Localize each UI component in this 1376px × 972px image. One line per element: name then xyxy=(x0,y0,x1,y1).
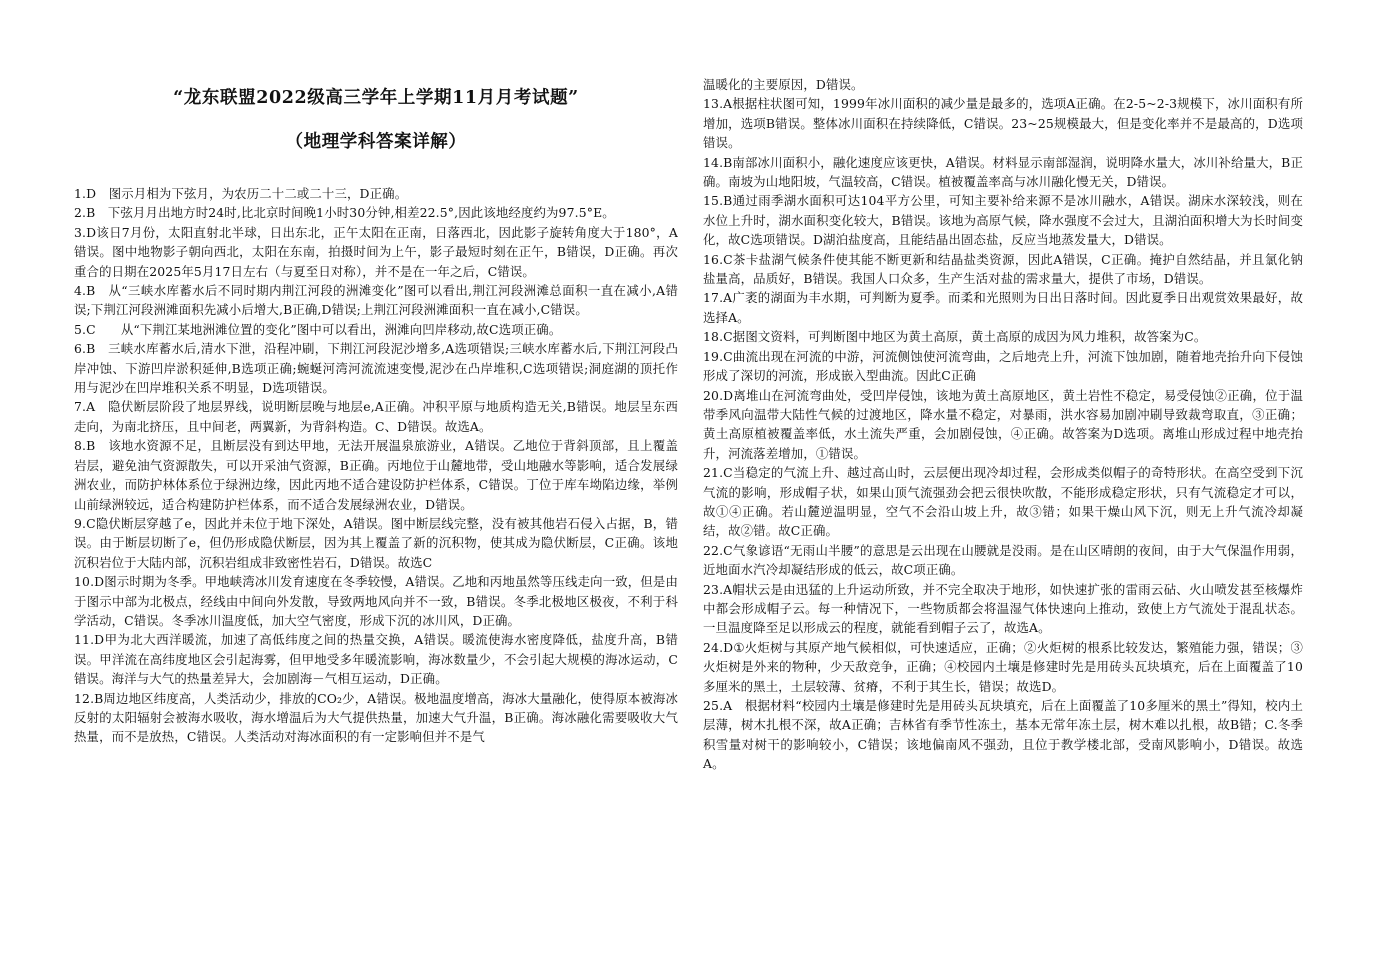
answer-paragraph: 15.B通过雨季湖水面积可达104平方公里，可知主要补给来源不是冰川融水，A错误。湖床水深较浅，则在水位上升时，湖水面积变化较大，B错误。该地为高原气候，降水强度不会过大，且湖泊面积增大为长时间变化，故C选项错误。D湖泊盐度高，且能结晶出固态盐，反应当地蒸发量大，D错误。 xyxy=(703,193,1303,248)
answer-paragraph: 8.B 该地水资源不足，且断层没有到达甲地，无法开展温泉旅游业，A错误。乙地位于背斜顶部，且上覆盖岩层，避免油气资源散失，可以开采油气资源，B正确。丙地位于山麓地带，受山地融水等影响，适合发展绿洲农业，而防护林体系位于绿洲边缘，因此丙地不适合建设防护栏体系，C错误。丁位于库车坳陷边缘，举例山前绿洲较远，适合构建防护栏体系，而不适合发展绿洲农业，D错误。 xyxy=(74,438,678,512)
answer-paragraph: 23.A帽状云是由迅猛的上升运动所致，并不完全取决于地形，如快速扩张的雷雨云砧、火山喷发甚至核爆炸中都会形成帽子云。每一种情况下，一些物质都会将温湿气体快速向上推动，致使上方气流处于混乱状态。一旦温度降至足以形成云的程度，就能看到帽子云了，故选A。 xyxy=(703,581,1303,636)
answer-paragraph: 22.C气象谚语“无雨山半腰”的意思是云出现在山腰就是没雨。是在山区晴朗的夜间，由于大气保温作用弱，近地面水汽冷却凝结形成的低云，故C项正确。 xyxy=(703,542,1303,578)
left-column xyxy=(74,184,678,747)
answer-paragraph: 24.D①火炬树与其原产地气候相似，可快速适应，正确；②火炬树的根系比较发达，繁殖能力强，错误；③火炬树是外来的物种，少天敌竞争，正确；④校园内土壤是修建时先是用砖头瓦块填充，后在上面覆盖了10多厘米的黑土，土层较薄、贫瘠，不利于其生长，错误；故选D。 xyxy=(703,639,1303,694)
answer-paragraph: 18.C据图文资料，可判断图中地区为黄土高原，黄土高原的成因为风力堆积，故答案为C。 xyxy=(703,329,1207,345)
answer-paragraph: 17.A广袤的湖面为丰水期，可判断为夏季。而柔和光照则为日出日落时间。因此夏季日出观赏效果最好，故选择A。 xyxy=(703,290,1303,325)
answer-paragraph: 14.B南部冰川面积小，融化速度应该更快，A错误。材料显示南部湿润，说明降水量大，冰川补给量大，B正确。南坡为山地阳坡，气温较高，C错误。植被覆盖率高与冰川融化慢无关，D错误。 xyxy=(703,154,1303,190)
answer-paragraph: 3.D该日7月份，太阳直射北半球，日出东北，正午太阳在正南，日落西北，因此影子旋转角度大于180°，A错误。图中地物影子朝向西北，太阳在东南，拍摄时间为上午，影子最短时刻在正午，B错误，D正确。再次重合的日期在2025年5月17日左右（与夏至日对称），并不是在一年之后，C错误。 xyxy=(74,224,678,279)
title-block xyxy=(74,84,678,156)
answer-paragraph: 19.C曲流出现在河流的中游，河流侧蚀使河流弯曲，之后地壳上升，河流下蚀加剧，随着地壳抬升向下侵蚀形成了深切的河流，形成嵌入型曲流。因此C正确 xyxy=(703,348,1303,384)
answer-paragraph: 12.B周边地区纬度高，人类活动少，排放的CO₂少，A错误。极地温度增高，海冰大量融化，使得原本被海冰反射的太阳辐射会被海水吸收，海水增温后为大气提供热量，加速大气升温，B正确。海冰融化需要吸收大气热量，而不是放热，C错误。人类活动对海冰面积的有一定影响但并不是气 xyxy=(74,690,678,745)
answer-paragraph: 13.A根据柱状图可知，1999年冰川面积的减少量是最多的，选项A正确。在2-5~2-3规模下，冰川面积有所增加，选项B错误。整体冰川面积在持续降低，C错误。23~25规模最大，但是变化率并不是最高的，D选项错误。 xyxy=(703,96,1303,151)
answer-paragraph: 温暖化的主要原因，D错误。 xyxy=(703,77,864,92)
answer-paragraph: 20.D离堆山在河流弯曲处，受凹岸侵蚀，该地为黄土高原地区，黄土岩性不稳定，易受侵蚀②正确，位于温带季风向温带大陆性气候的过渡地区，降水量不稳定，对暴雨，洪水容易加剧冲刷导致裁弯取直，③正确；黄土高原植被覆盖率低，水土流失严重，会加剧侵蚀，④正确。故答案为D选项。离堆山形成过程中地壳抬升，河流落差增加，①错误。 xyxy=(703,387,1303,461)
page-subtitle: （地理学科答案详解） xyxy=(285,132,467,152)
right-column xyxy=(703,75,1303,774)
page-title: “龙东联盟2022级高三学年上学期11月月考试题” xyxy=(173,88,579,108)
answer-paragraph: 7.A 隐伏断层阶段了地层界线，说明断层晚与地层e,A正确。冲积平原与地质构造无关,B错误。地层呈东西走向，为南北挤压，且中间老，两翼新，为背斜构造。C、D错误。故选A。 xyxy=(74,399,678,434)
answer-paragraph: 21.C当稳定的气流上升、越过高山时，云层便出现冷却过程，会形成类似帽子的奇特形状。在高空受到下沉气流的影响，形成帽子状，如果山顶气流强劲会把云很快吹散，不能形成稳定形状，只有气流稳定才可以，故①④正确。若山麓逆温明显，空气不会沿山坡上升，故③错；如果干燥山风下沉，则无上升气流冷却凝结，故②错。故C正确。 xyxy=(703,465,1303,539)
answer-paragraph: 6.B 三峡水库蓄水后,清水下泄，沿程冲刷，下荆江河段泥沙增多,A选项错误;三峡水库蓄水后,下荆江河段凸岸冲蚀、下游凹岸淤积延伸,B选项正确;蜿蜒河湾河流流速变慢,泥沙在凸岸堆积,C选项错误;洞庭湖的顶托作用与泥沙在凹岸堆积关系不明显，D选项错误。 xyxy=(74,341,678,396)
answer-paragraph: 16.C茶卡盐湖气候条件使其能不断更新和结晶盐类资源，因此A错误，C正确。掩护自然结晶，并且氯化钠盐量高，品质好，B错误。我国人口众多，生产生活对盐的需求量大，提供了市场，D错误。 xyxy=(703,251,1303,287)
answer-paragraph: 10.D图示时期为冬季。甲地峡湾冰川发育速度在冬季较慢，A错误。乙地和丙地虽然等压线走向一致，但是由于图示中部为北极点，经线由中间向外发散，导致两地风向并不一致，B错误。冬季北极地区极夜，不利于科学活动，C错误。冬季冰川温度低，加大空气密度，形成下沉的冰川风，D正确。 xyxy=(74,574,678,628)
answer-paragraph: 1.D 图示月相为下弦月，为农历二十二或二十三，D正确。 xyxy=(74,186,408,201)
answer-paragraph: 5.C 从“下荆江某地洲滩位置的变化”图中可以看出，洲滩向凹岸移动,故C选项正确。 xyxy=(74,321,562,337)
answer-paragraph: 4.B 从“三峡水库蓄水后不同时期内荆江河段的洲滩变化”图可以看出,荆江河段洲滩总面积一直在减小,A错误;下荆江河段洲滩面积先减小后增大,B正确,D错误;上荆江河段洲滩面积一直在减小,C错误。 xyxy=(74,283,678,318)
answer-paragraph: 2.B 下弦月月出地方时24时,比北京时间晚1小时30分钟,相差22.5°,因此该地经度约为97.5°E。 xyxy=(74,205,615,221)
answer-paragraph: 25.A 根据材料“校园内土壤是修建时先是用砖头瓦块填充，后在上面覆盖了10多厘米的黑土”得知，校内土层薄，树木扎根不深，故A正确；吉林省有季节性冻土，基本无常年冻土层，树木难以扎根，故B错；C.冬季积雪量对树干的影响较小，C错误；该地偏南风不强劲，且位于教学楼北部，受南风影响小，D错误。故选A。 xyxy=(703,698,1303,772)
answer-paragraph: 11.D甲为北大西洋暖流，加速了高低纬度之间的热量交换，A错误。暖流使海水密度降低，盐度升高，B错误。甲洋流在高纬度地区会引起海雾，但甲地受多年暖流影响，海冰数量少，不会引起大规模的海冰运动，C错误。海洋与大气的热量差异大，会加剧海－气相互运动，D正确。 xyxy=(74,632,678,687)
answer-paragraph: 9.C隐伏断层穿越了e，因此并未位于地下深处，A错误。图中断层线完整，没有被其他岩石侵入占据，B，错误。由于断层切断了e，但仍形成隐伏断层，因为其上覆盖了新的沉积物，使其成为隐伏断层，C正确。该地沉积岩位于大陆内部，沉积岩组成非致密性岩石，D错误。故选C xyxy=(74,515,678,570)
